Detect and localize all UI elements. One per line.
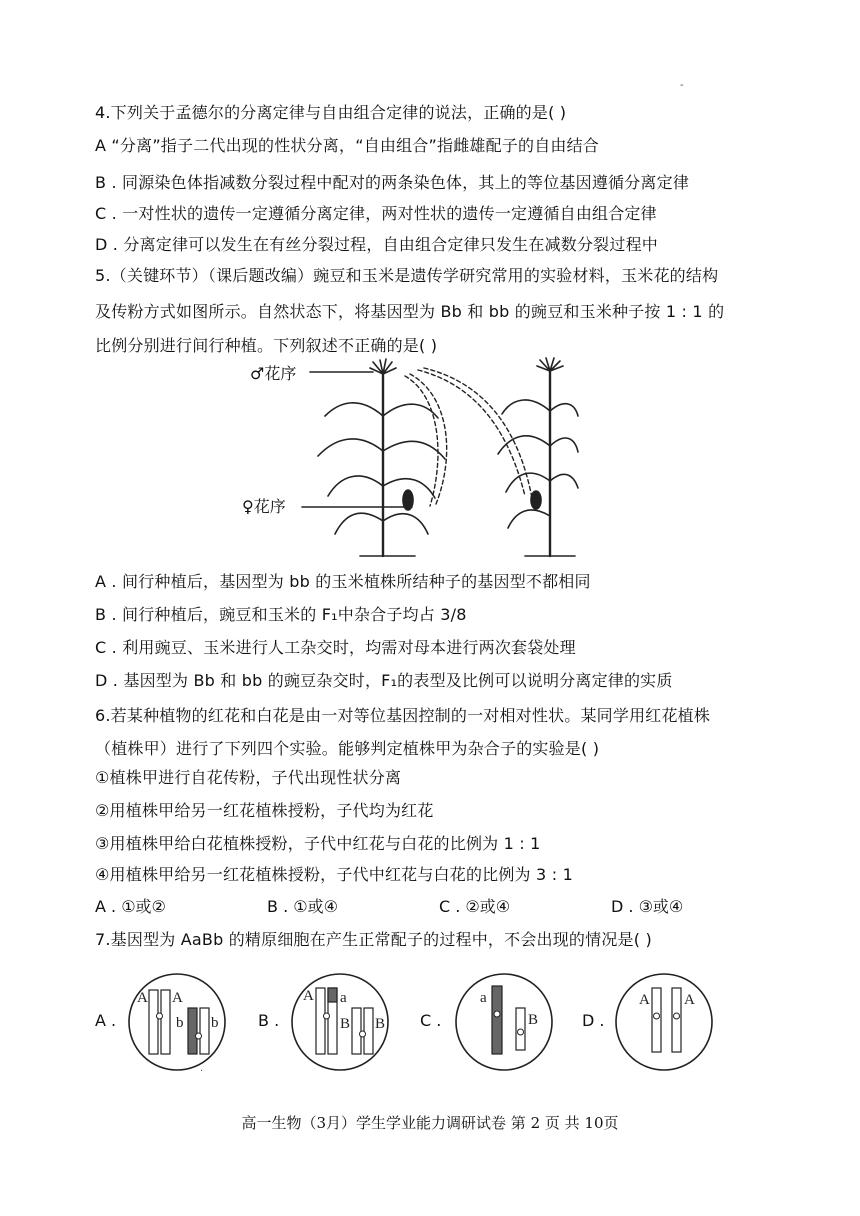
allele-label: B	[340, 1016, 351, 1032]
right-corn-plant	[498, 358, 578, 556]
left-corn-plant	[318, 359, 445, 556]
q6-option-d: D . ③或④	[611, 897, 684, 916]
corn-pollination-figure	[240, 356, 580, 561]
allele-label: A	[684, 992, 695, 1008]
cell-diagram-c	[452, 972, 556, 1072]
cell-diagram-d	[612, 972, 716, 1072]
q4-stem: 4.下列关于孟德尔的分离定律与自由组合定律的说法，正确的是( )	[95, 103, 567, 122]
q6-experiment-2: ②用植株甲给另一红花植株授粉，子代均为红花	[95, 801, 434, 820]
q5-option-c: C . 利用豌豆、玉米进行人工杂交时，均需对母本进行两次套袋处理	[95, 638, 576, 657]
page-footer: 高一生物（3月）学生学业能力调研试卷 第 2 页 共 10页	[241, 1114, 619, 1132]
allele-label: b	[176, 1015, 184, 1031]
q6-stem-line1: 6.若某种植物的红花和白花是由一对等位基因控制的一对相对性状。某同学用红花植株	[95, 706, 711, 725]
q4-option-d: D . 分离定律可以发生在有丝分裂过程，自由组合定律只发生在减数分裂过程中	[95, 235, 658, 254]
allele-label: a	[340, 990, 347, 1006]
q5-option-d: D . 基因型为 Bb 和 bb 的豌豆杂交时，F₁的表型及比例可以说明分离定律的实质	[95, 671, 673, 690]
q7-option-b-label: B .	[258, 1011, 280, 1030]
cell-diagram-b	[288, 972, 392, 1072]
q5-option-a: A . 间行种植后，基因型为 bb 的玉米植株所结种子的基因型不都相同	[95, 572, 591, 591]
female-inflorescence-label: ♀花序	[242, 497, 286, 516]
allele-label: A	[172, 990, 183, 1006]
q7-stem: 7.基因型为 AaBb 的精原细胞在产生正常配子的过程中，不会出现的情况是( )	[95, 930, 652, 949]
allele-label: a	[480, 990, 487, 1006]
q4-option-b: B . 同源染色体指减数分裂过程中配对的两条染色体，其上的等位基因遵循分离定律	[95, 173, 690, 192]
q5-stem-line2: 及传粉方式如图所示。自然状态下，将基因型为 Bb 和 bb 的豌豆和玉米种子按 1 : 1 的	[95, 302, 725, 321]
q4-option-c: C . 一对性状的遗传一定遵循分离定律，两对性状的遗传一定遵循自由组合定律	[95, 204, 657, 223]
cell-diagram-a	[125, 972, 229, 1072]
allele-label: A	[137, 990, 148, 1006]
allele-label: A	[639, 992, 650, 1008]
q5-stem-line1: 5.（关键环节）（课后题改编）豌豆和玉米是遗传学研究常用的实验材料，玉米花的结构	[95, 266, 719, 285]
q4-option-a: A “分离”指子二代出现的性状分离，“自由组合”指雌雄配子的自由结合	[95, 136, 599, 155]
q6-option-b: B . ①或④	[267, 897, 338, 916]
q6-stem-line2: （植株甲）进行了下列四个实验。能够判定植株甲为杂合子的实验是( )	[95, 739, 600, 758]
q6-option-a: A . ①或②	[95, 897, 166, 916]
q5-stem-line3: 比例分别进行间行种植。下列叙述不正确的是( )	[95, 336, 438, 355]
q6-experiment-1: ①植株甲进行自花传粉，子代出现性状分离	[95, 768, 402, 787]
q6-experiment-3: ③用植株甲给白花植株授粉，子代中红花与白花的比例为 1 : 1	[95, 834, 541, 853]
allele-label: B	[375, 1016, 386, 1032]
q7-option-d-label: D .	[582, 1011, 605, 1030]
scan-mark: -	[680, 80, 684, 91]
allele-label: A	[303, 988, 314, 1004]
q7-option-c-label: C .	[420, 1011, 442, 1030]
male-inflorescence-label: ♂花序	[250, 364, 297, 383]
q7-option-a-label: A .	[95, 1011, 117, 1030]
q6-option-c: C . ②或④	[439, 897, 511, 916]
q5-option-b: B . 间行种植后，豌豆和玉米的 F₁中杂合子均占 3/8	[95, 605, 467, 624]
q6-experiment-4: ④用植株甲给另一红花植株授粉，子代中红花与白花的比例为 3 : 1	[95, 865, 573, 884]
allele-label: b	[211, 1015, 219, 1031]
allele-label: B	[528, 1012, 539, 1028]
scan-mark: .	[200, 1063, 204, 1074]
